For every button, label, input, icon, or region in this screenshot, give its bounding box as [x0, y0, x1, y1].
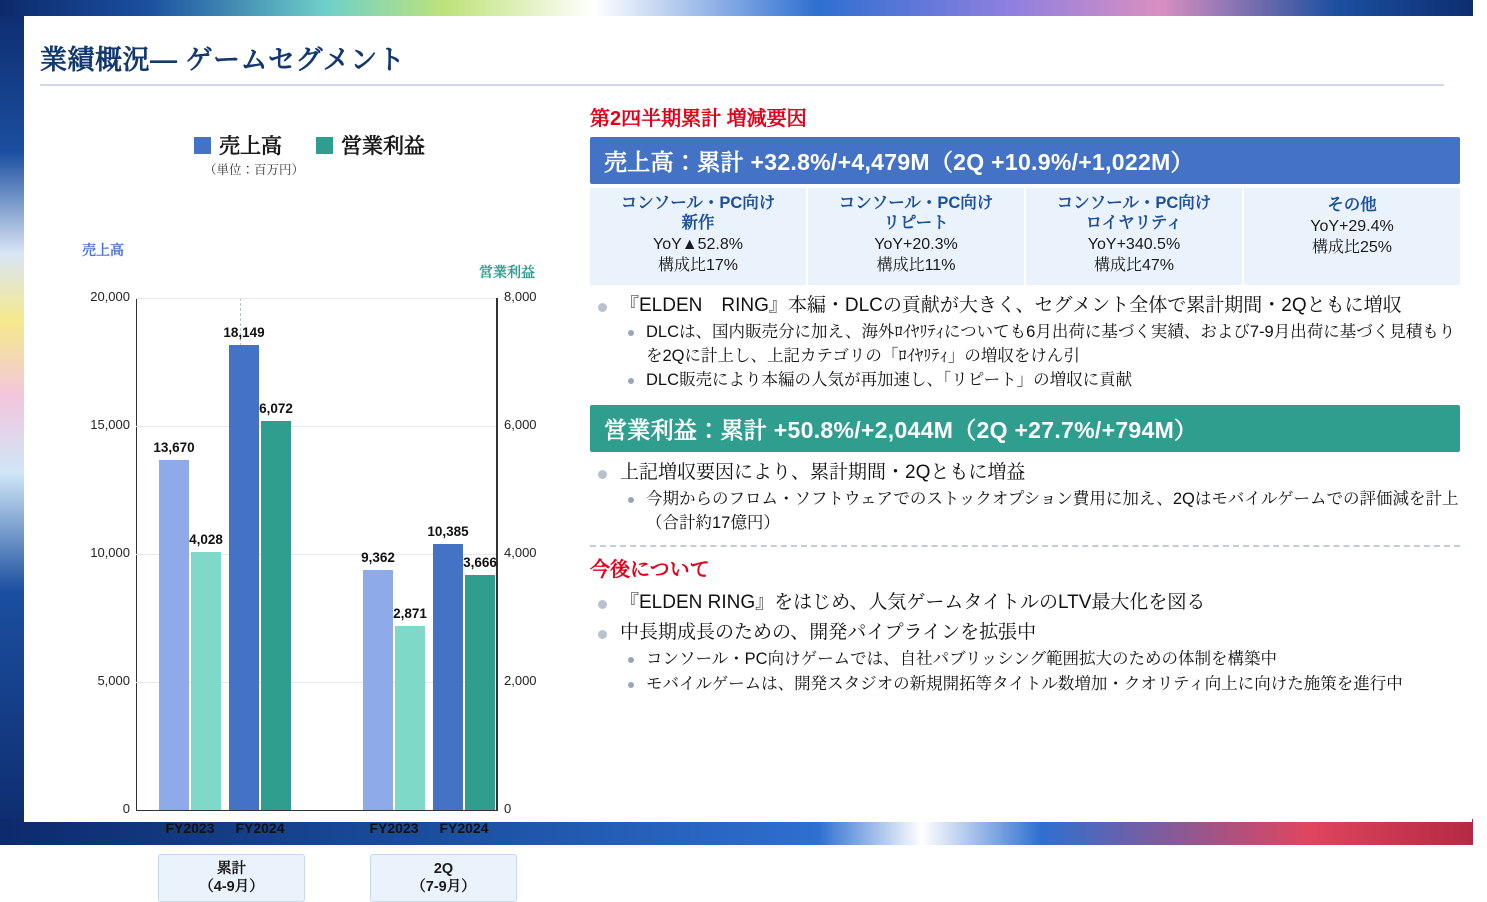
bar-profit: [395, 626, 425, 810]
category-new-titles: [590, 188, 808, 285]
sales-sub-1: DLCは、国内販売分に加え、海外ﾛｲﾔﾘﾃｨについても6月出荷に基づく実績、および7-9月出荷に基づく見積もりを2Qに計上し、上記カテゴリの「ﾛｲﾔﾘﾃｨ」の増収をけん引: [646, 323, 1456, 365]
x-axis-category-label: FY2023: [165, 820, 215, 836]
left-axis-tick: 15,000: [90, 417, 130, 432]
category-other-title1: その他: [1327, 196, 1377, 214]
future-bullet-1: 『ELDEN RING』をはじめ、人気ゲームタイトルのLTV最大化を図る: [620, 592, 1206, 614]
legend-label-profit: 営業利益: [341, 135, 425, 158]
right-axis-tick: 0: [504, 801, 512, 816]
future-sub-2: モバイルゲームは、開発スタジオの新規開拓等タイトル数増加・クオリティ向上に向けた施策を進行中: [646, 674, 1403, 693]
chart-legend: [194, 130, 425, 160]
profit-sub-1: 今期からのフロム・ソフトウェアでのストックオプション費用に加え、2Qはモバイルゲームでの評価減を計上（合計約17億円）: [646, 490, 1459, 532]
right-axis-tick: 8,000: [504, 289, 537, 304]
category-new-titles-title2: 新作: [681, 213, 715, 232]
future-bullet-list: [590, 590, 1460, 696]
bar-value-profit: 2,871: [393, 606, 427, 622]
sales-category-table: [590, 188, 1460, 285]
bar-value-sales: 18,149: [223, 325, 265, 341]
group-box-cumulative: [158, 854, 305, 902]
category-repeat-yoy: YoY+20.3%: [874, 235, 958, 253]
list-item: [590, 293, 1460, 393]
legend-swatch-profit: [316, 137, 333, 154]
profit-bullet-list: [590, 460, 1460, 535]
left-axis-tick: 0: [122, 801, 130, 816]
left-axis-tick: 10,000: [90, 545, 130, 560]
slide-header: [40, 38, 1450, 77]
chart-gridline: [136, 426, 496, 427]
page-title: 業績概況— ゲームセグメント: [40, 45, 406, 75]
right-axis-tick: 2,000: [504, 673, 537, 688]
legend-swatch-sales: [194, 137, 211, 154]
left-axis-tick: 20,000: [90, 289, 130, 304]
category-new-titles-yoy: YoY▲52.8%: [653, 235, 743, 253]
legend-item-profit: [316, 130, 425, 160]
bar-sales: [433, 544, 463, 810]
bar-profit: [191, 552, 221, 810]
section-divider: [590, 545, 1460, 547]
list-item: [620, 673, 1460, 696]
group-box-cumulative-line2: （4-9月）: [199, 879, 264, 895]
group-box-2q-line2: （7-9月）: [411, 879, 476, 895]
x-axis-category-label: FY2023: [369, 820, 419, 836]
category-royalty: [1026, 188, 1244, 285]
decorative-top-strip: [0, 0, 1487, 16]
slide-card: [24, 16, 1472, 895]
category-repeat-share: 構成比11%: [876, 257, 956, 275]
x-axis-category-label: FY2024: [235, 820, 285, 836]
right-axis-title: 営業利益: [479, 264, 535, 280]
bar-profit: [261, 421, 291, 810]
list-item: [590, 590, 1460, 617]
profit-bullet-1: 上記増収要因により、累計期間・2Qともに増益: [620, 461, 1026, 483]
list-item: [590, 460, 1460, 535]
bar-sales: [159, 460, 189, 810]
bar-value-sales: 9,362: [361, 550, 395, 566]
category-other-share: 構成比25%: [1311, 239, 1393, 257]
bar-value-profit: 4,028: [189, 532, 223, 548]
future-sub-list: [620, 648, 1460, 696]
right-axis-tick: 6,000: [504, 417, 537, 432]
bar-value-sales: 13,670: [153, 440, 195, 456]
chart-gridline: [136, 298, 496, 299]
profit-summary-band: 営業利益：累計 +50.8%/+2,044M（2Q +27.7%/+794M）: [590, 405, 1460, 452]
list-item: [620, 369, 1460, 392]
left-axis-tick: 5,000: [97, 673, 130, 688]
group-box-cumulative-line1: 累計: [217, 860, 246, 877]
category-other-yoy: YoY+29.4%: [1310, 217, 1394, 235]
sales-summary-band: 売上高：累計 +32.8%/+4,479M（2Q +10.9%/+1,022M）: [590, 137, 1460, 184]
group-box-2q-line1: 2Q: [433, 860, 454, 877]
sales-sub-2: DLC販売により本編の人気が再加速し、「リピート」の増収に貢献: [646, 371, 1133, 390]
category-royalty-yoy: YoY+340.5%: [1087, 235, 1181, 253]
left-axis-title: 売上高: [82, 242, 124, 258]
list-item: [620, 648, 1460, 671]
list-item: [620, 488, 1460, 535]
decorative-right-strip: [1473, 0, 1487, 845]
title-divider: [40, 84, 1444, 86]
category-royalty-share: 構成比47%: [1093, 257, 1175, 275]
future-bullet-2: 中長期成長のための、開発パイプラインを拡張中: [620, 621, 1037, 643]
commentary-panel: [590, 102, 1460, 818]
category-other: [1244, 188, 1460, 285]
category-new-titles-share: 構成比17%: [657, 257, 739, 275]
section-heading-q2-factors: 第2四半期累計 増減要因: [590, 108, 807, 130]
list-item: [590, 620, 1460, 696]
x-axis-category-label: FY2024: [439, 820, 489, 836]
sales-bullet-list: [590, 293, 1460, 393]
right-axis-tick: 4,000: [504, 545, 537, 560]
bar-profit: [465, 575, 495, 810]
list-item: [620, 321, 1460, 368]
category-royalty-title2: ロイヤリティ: [1085, 213, 1183, 232]
group-box-2q: [370, 854, 517, 902]
sales-sub-list: [620, 321, 1460, 392]
bar-value-sales: 10,385: [427, 524, 469, 540]
category-new-titles-title1: コンソール・PC向け: [620, 194, 776, 212]
legend-item-sales: [194, 130, 282, 160]
legend-label-sales: 売上高: [219, 135, 282, 158]
bar-value-profit: 6,072: [259, 401, 293, 417]
sales-bullet-1: 『ELDEN RING』本編・DLCの貢献が大きく、セグメント全体で累計期間・2Qともに増収: [620, 294, 1402, 316]
category-repeat-title2: リピート: [883, 213, 949, 232]
category-repeat: [808, 188, 1026, 285]
chart-unit-note: （単位：百万円）: [204, 163, 305, 177]
bar-value-profit: 3,666: [463, 555, 497, 571]
game-segment-chart: [44, 112, 574, 895]
profit-sub-list: [620, 488, 1460, 535]
category-repeat-title1: コンソール・PC向け: [838, 194, 994, 212]
section-heading-outlook: 今後について: [590, 559, 710, 582]
category-royalty-title1: コンソール・PC向け: [1056, 194, 1212, 212]
future-sub-1: コンソール・PC向けゲームでは、自社パブリッシング範囲拡大のための体制を構築中: [646, 650, 1278, 669]
